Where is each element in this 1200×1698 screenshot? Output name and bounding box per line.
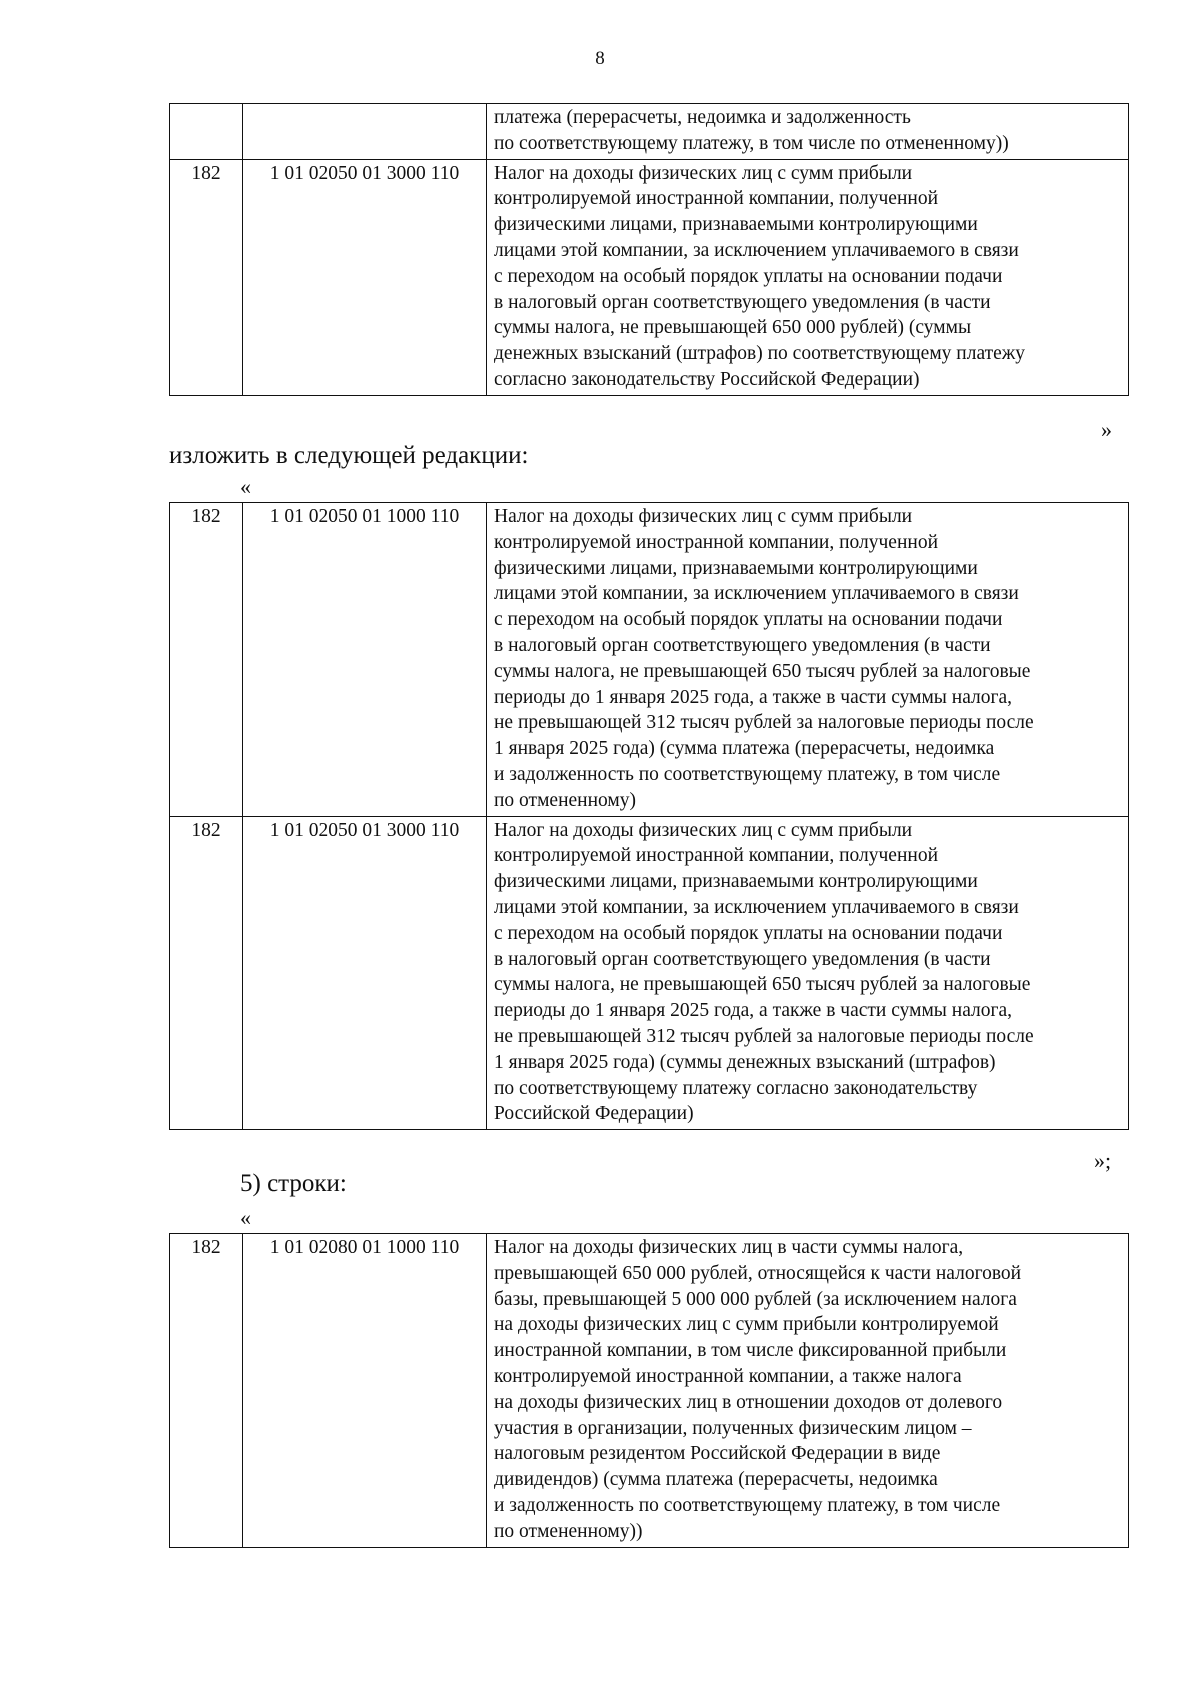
income-name-line: базы, превышающей 5 000 000 рублей (за исключением налога [494,1288,1017,1310]
income-name-line: по отмененному) [494,789,636,811]
income-name-line: Налог на доходы физических лиц в части суммы налога, [494,1237,964,1258]
budget-classification-code-cell: 1 01 02050 01 3000 110 [243,816,487,1130]
income-name-line: Налог на доходы физических лиц с сумм прибыли [494,162,913,184]
income-name-line: контролируемой иностранной компании, полученной [494,531,939,553]
income-name-line: лицами этой компании, за исключением уплачиваемого в связи [494,896,1019,918]
income-name-line: по соответствующему платежу согласно законодательству [494,1077,978,1099]
instruction-heading: изложить в следующей редакции: [169,442,529,469]
income-name-line: денежных взысканий (штрафов) по соответствующему платежу [494,343,1025,365]
budget-codes-table-old [169,103,1129,396]
income-name-line: не превышающей 312 тысяч рублей за налоговые периоды после [494,1025,1034,1047]
income-name-line: контролируемой иностранной компании, а также налога [494,1365,962,1387]
income-name-line: лицами этой компании, за исключением уплачиваемого в связи [494,583,1019,605]
budget-classification-code-cell [243,104,487,160]
income-name-line: иностранной компании, в том числе фиксированной прибыли [494,1340,1007,1362]
income-name-line: суммы налога, не превышающей 650 тысяч рублей за налоговые [494,660,1031,682]
opening-quote: « [240,474,251,499]
income-name-cell [487,1234,1129,1548]
opening-quote: « [240,1205,251,1230]
income-name-line: по соответствующему платежу, в том числе по отмененному)) [494,132,1009,154]
income-name-line: контролируемой иностранной компании, полученной [494,188,939,210]
income-name-line: в налоговый орган соответствующего уведомления (в части [494,634,991,656]
income-name-line: с переходом на особый порядок уплаты на основании подачи [494,265,1003,287]
income-name-line: 1 января 2025 года) (сумма платежа (перерасчеты, недоимка [494,738,995,760]
income-name-line: на доходы физических лиц в отношении доходов от долевого [494,1391,1003,1413]
income-name-line: превышающей 650 000 рублей, относящейся к части налоговой [494,1262,1022,1284]
income-name-line: Налог на доходы физических лиц с сумм прибыли [494,819,913,841]
item-heading: 5) строки: [240,1170,347,1197]
table-row [170,503,1129,817]
income-name-line: Российской Федерации) [494,1103,694,1125]
income-name-line: физическими лицами, признаваемыми контролирующими [494,871,978,893]
income-name-line: физическими лицами, признаваемыми контролирующими [494,557,978,579]
page-number: 8 [595,48,605,69]
budget-codes-table-lines [169,1233,1129,1548]
admin-code-cell: 182 [170,503,243,817]
table-row [170,159,1129,395]
income-name-line: Налог на доходы физических лиц с сумм прибыли [494,506,913,527]
income-name-line: участия в организации, полученных физическим лицом – [494,1417,972,1439]
income-name-cell [487,159,1129,395]
budget-codes-table-new [169,502,1129,1130]
income-name-line: платежа (перерасчеты, недоимка и задолженность [494,107,911,128]
budget-classification-code-cell: 1 01 02080 01 1000 110 [243,1234,487,1548]
closing-quote-semicolon: »; [1094,1148,1112,1173]
income-name-line: на доходы физических лиц с сумм прибыли контролируемой [494,1314,999,1336]
table-row [170,1234,1129,1548]
income-name-line: по отмененному)) [494,1520,643,1542]
income-name-line: в налоговый орган соответствующего уведомления (в части [494,291,991,313]
income-name-line: 1 января 2025 года) (суммы денежных взысканий (штрафов) [494,1051,996,1073]
income-name-line: периоды до 1 января 2025 года, а также в части суммы налога, [494,686,1013,708]
income-name-line: и задолженность по соответствующему платежу, в том числе [494,763,1001,785]
income-name-line: контролируемой иностранной компании, полученной [494,845,939,867]
admin-code-cell: 182 [170,1234,243,1548]
income-name-line: согласно законодательству Российской Федерации) [494,368,920,390]
closing-quote: » [1101,417,1112,442]
budget-classification-code-cell: 1 01 02050 01 1000 110 [243,503,487,817]
admin-code-cell: 182 [170,816,243,1130]
admin-code-cell [170,104,243,160]
income-name-line: не превышающей 312 тысяч рублей за налоговые периоды после [494,712,1034,734]
income-name-cell [487,104,1129,160]
income-name-line: физическими лицами, признаваемыми контролирующими [494,214,978,236]
admin-code-cell: 182 [170,159,243,395]
income-name-line: дивидендов) (сумма платежа (перерасчеты, недоимка [494,1469,938,1491]
income-name-line: в налоговый орган соответствующего уведомления (в части [494,948,991,970]
income-name-line: лицами этой компании, за исключением уплачиваемого в связи [494,239,1019,261]
income-name-cell [487,503,1129,817]
income-name-line: и задолженность по соответствующему платежу, в том числе [494,1494,1001,1516]
income-name-line: суммы налога, не превышающей 650 тысяч рублей за налоговые [494,974,1031,996]
income-name-line: налоговым резидентом Российской Федерации в виде [494,1443,941,1465]
income-name-line: периоды до 1 января 2025 года, а также в части суммы налога, [494,1000,1013,1022]
budget-classification-code-cell: 1 01 02050 01 3000 110 [243,159,487,395]
table-row [170,816,1129,1130]
income-name-line: с переходом на особый порядок уплаты на основании подачи [494,922,1003,944]
table-row [170,104,1129,160]
income-name-line: с переходом на особый порядок уплаты на основании подачи [494,609,1003,631]
income-name-line: суммы налога, не превышающей 650 000 рублей) (суммы [494,317,972,339]
income-name-cell [487,816,1129,1130]
